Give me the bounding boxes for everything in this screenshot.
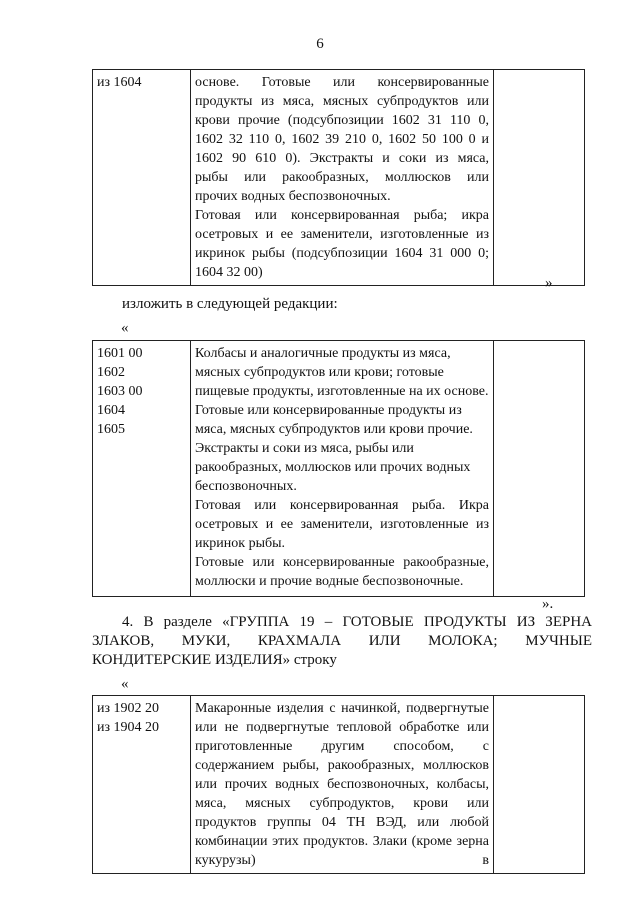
description-line: 1602 32 110 0, 1602 39 210 0, 1602 50 100 0 и — [195, 132, 489, 147]
description-line: икринок рыбы (подсубпозиции 1604 31 000 0; — [195, 246, 489, 261]
description-line: основе. Готовые или консервированные — [195, 75, 489, 90]
description-line: продукты из мяса, мясных субпродуктов или — [195, 94, 489, 109]
code-cell — [93, 70, 191, 286]
page-number: 6 — [316, 36, 324, 52]
description-cell — [191, 696, 494, 874]
code-value: из 1902 20 — [97, 701, 160, 716]
code-value: из 1904 20 — [97, 720, 160, 735]
table-row — [93, 341, 585, 597]
section-line: КОНДИТЕРСКИЕ ИЗДЕЛИЯ» строку — [92, 652, 337, 668]
description-paragraph: Готовые или консервированные ракообразные, моллюски и прочие водные беспозвоночные. — [195, 555, 489, 589]
code-value: 1603 00 — [97, 384, 143, 399]
table-row — [93, 70, 585, 286]
description-line: рыбы или ракообразных, моллюсков или — [195, 170, 489, 185]
codes-cell — [93, 341, 191, 597]
instruction-text: изложить в следующей редакции: — [122, 296, 338, 312]
table-row — [93, 696, 585, 874]
code-value: 1601 00 — [97, 346, 143, 361]
table-fragment-old — [92, 69, 585, 286]
section-paragraph — [92, 613, 592, 670]
empty-cell — [494, 341, 585, 597]
description-cell — [191, 341, 494, 597]
opening-quote: « — [121, 676, 129, 692]
description-paragraph: Готовая или консервированная рыба. Икра осетровых и ее заменители, изготовленные из икринок рыбы. — [195, 498, 489, 551]
code-value: 1605 — [97, 422, 125, 437]
description-paragraph: Макаронные изделия с начинкой, подвергнутые или не подвергнутые тепловой обработке или приготовленные другим способом, с содержанием рыбы, ракообразных, моллюсков или прочих водных беспозвоночных, колбасы, мяса, мясных субпродуктов, крови или продуктов группы 04 ТН ВЭД, или любой комбинации этих продуктов. Злаки (кроме зерна кукурузы) в — [195, 701, 489, 868]
description-paragraph: Колбасы и аналогичные продукты из мяса, мясных субпродуктов или крови; готовые пищевые продукты, изготовленные на их основе. Готовые или консервированные продукты из мяса, мясных субпродуктов или крови прочие. Экстракты и соки из мяса, рыбы или ракообразных, моллюсков или прочих водных беспозвоночных. — [195, 346, 489, 494]
table-fragment-group19 — [92, 695, 585, 874]
empty-cell — [494, 696, 585, 874]
description-line: 1604 32 00) — [195, 265, 263, 280]
description-cell — [191, 70, 494, 286]
opening-quote: « — [121, 320, 129, 336]
section-line: 4. В разделе «ГРУППА 19 – ГОТОВЫЕ ПРОДУКТЫ ИЗ ЗЕРНА — [122, 614, 592, 630]
description-line: прочих водных беспозвоночных. — [195, 189, 391, 204]
description-line: Готовая или консервированная рыба; икра — [195, 208, 489, 223]
closing-quote: » — [545, 275, 553, 291]
empty-cell — [494, 70, 585, 286]
code-value: из 1604 — [97, 75, 142, 90]
code-value: 1602 — [97, 365, 125, 380]
table-fragment-new — [92, 340, 585, 597]
description-line: осетровых и ее заменители, изготовленные из — [195, 227, 489, 242]
closing-quote: ». — [542, 596, 554, 612]
description-line: крови прочие (подсубпозиции 1602 31 110 0, — [195, 113, 489, 128]
section-line: ЗЛАКОВ, МУКИ, КРАХМАЛА ИЛИ МОЛОКА; МУЧНЫЕ — [92, 633, 592, 649]
description-line: 1602 90 610 0). Экстракты и соки из мяса, — [195, 151, 489, 166]
code-value: 1604 — [97, 403, 125, 418]
codes-cell — [93, 696, 191, 874]
